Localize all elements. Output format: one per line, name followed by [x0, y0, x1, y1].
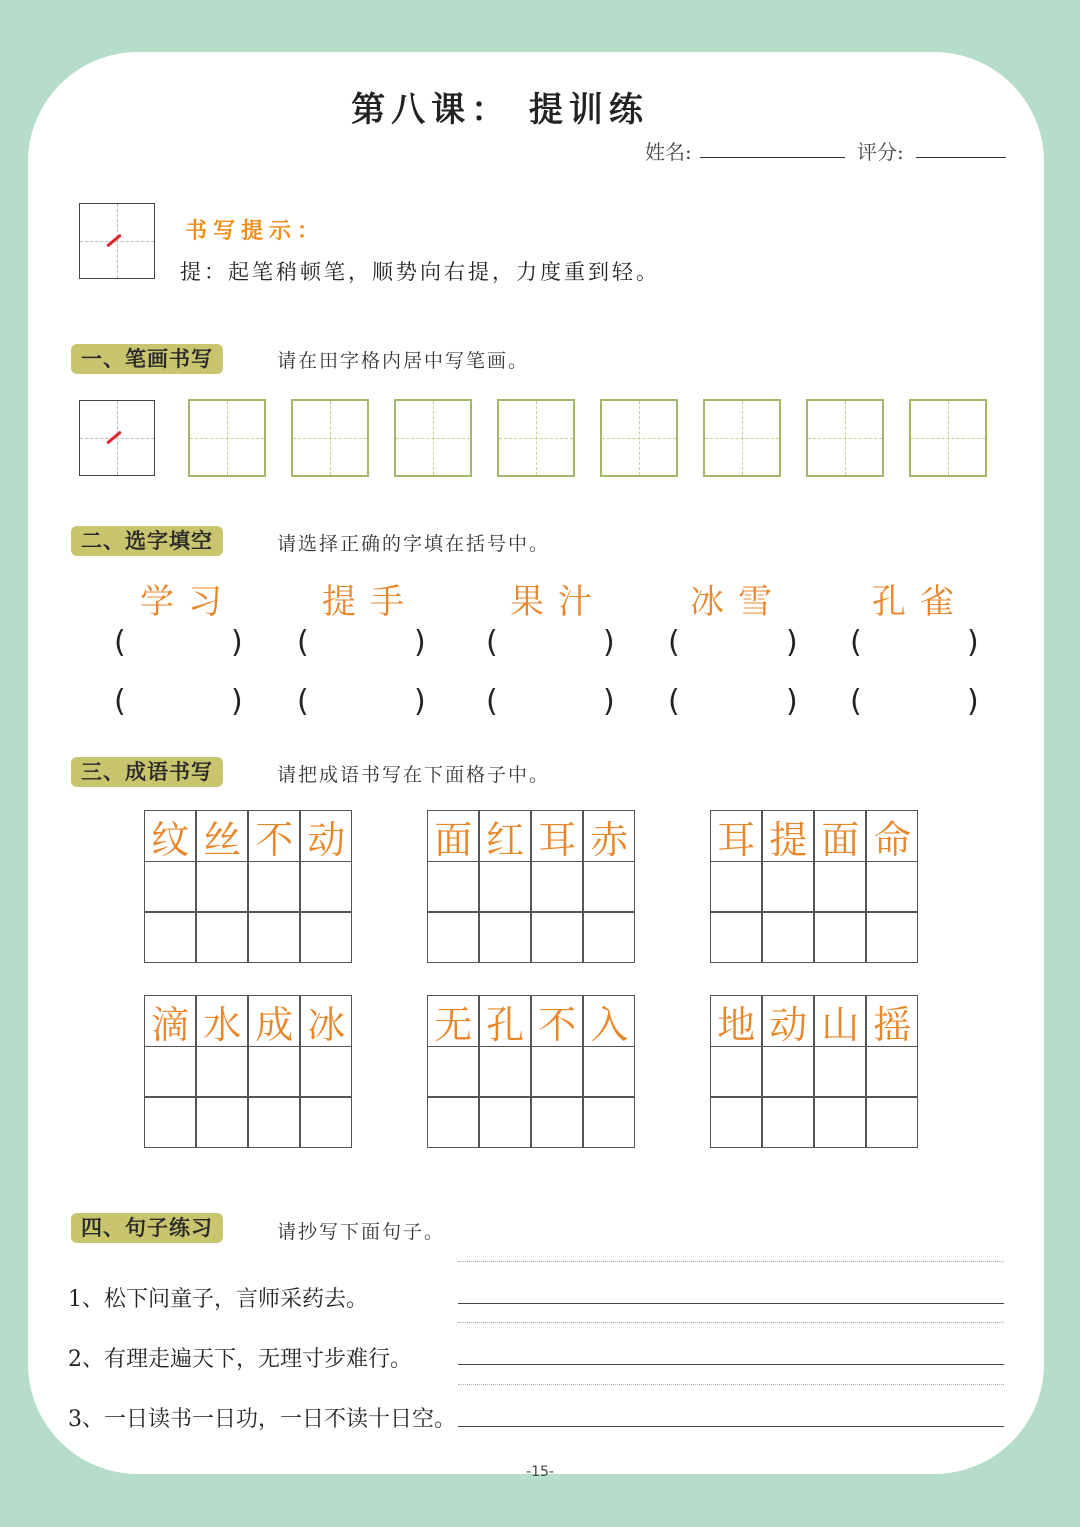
- writing-cell[interactable]: [866, 1046, 918, 1098]
- writing-cell[interactable]: [300, 1046, 352, 1098]
- idiom-char: 命: [866, 810, 918, 862]
- writing-cell[interactable]: [531, 1046, 583, 1098]
- idiom-char: 纹: [144, 810, 196, 862]
- writing-cell[interactable]: [427, 1096, 479, 1148]
- writing-cell[interactable]: [866, 1096, 918, 1148]
- paren-open: (: [486, 625, 498, 660]
- idiom-char: 耳: [531, 810, 583, 862]
- idiom-char: 不: [248, 810, 300, 862]
- writing-cell[interactable]: [300, 911, 352, 963]
- section-1-label: 一、笔画书写: [71, 344, 223, 374]
- writing-cell[interactable]: [144, 1046, 196, 1098]
- guide-dotted-line: [458, 1322, 1004, 1323]
- writing-cell[interactable]: [814, 911, 866, 963]
- section-4-instruction: 请抄写下面句子。: [277, 1221, 446, 1243]
- writing-cell[interactable]: [531, 861, 583, 913]
- paren-close: ): [414, 625, 426, 660]
- section-1-instruction: 请在田字格内居中写笔画。: [277, 350, 530, 372]
- writing-cell[interactable]: [479, 1046, 531, 1098]
- idiom-char: 动: [762, 995, 814, 1047]
- paren-close: ): [967, 625, 979, 660]
- guide-dotted-line: [458, 1261, 1004, 1262]
- writing-cell[interactable]: [196, 861, 248, 913]
- word-pair: 孔雀: [872, 582, 968, 622]
- idiom-char: 滴: [144, 995, 196, 1047]
- section-4-label: 四、句子练习: [71, 1213, 223, 1243]
- idiom-char: 赤: [583, 810, 635, 862]
- idiom-char: 面: [814, 810, 866, 862]
- idiom-char: 入: [583, 995, 635, 1047]
- writing-cell[interactable]: [427, 1046, 479, 1098]
- sentence-1: 1、松下问童子，言师采药去。: [68, 1287, 368, 1312]
- idiom-grid: [711, 996, 919, 1148]
- paren-close: ): [231, 625, 243, 660]
- section-3-label: 三、成语书写: [71, 757, 223, 787]
- paren-close: ): [603, 684, 615, 719]
- writing-cell[interactable]: [583, 911, 635, 963]
- sentence-2: 2、有理走遍天下，无理寸步难行。: [68, 1347, 412, 1372]
- writing-cell[interactable]: [531, 1096, 583, 1148]
- idiom-grid: [428, 996, 636, 1148]
- writing-cell[interactable]: [866, 861, 918, 913]
- page-title: 第八课： 提训练: [351, 90, 649, 130]
- tip-body: 提：起笔稍顿笔，顺势向右提，力度重到轻。: [180, 260, 660, 284]
- writing-cell[interactable]: [814, 1046, 866, 1098]
- writing-cell[interactable]: [814, 861, 866, 913]
- idiom-char: 地: [710, 995, 762, 1047]
- writing-cell[interactable]: [866, 911, 918, 963]
- paren-close: ): [967, 684, 979, 719]
- idiom-char: 无: [427, 995, 479, 1047]
- idiom-char: 红: [479, 810, 531, 862]
- practice-grid-box[interactable]: [394, 399, 472, 477]
- writing-cell[interactable]: [144, 861, 196, 913]
- name-label: 姓名:: [645, 140, 692, 164]
- writing-cell[interactable]: [427, 861, 479, 913]
- paren-close: ): [786, 684, 798, 719]
- name-field[interactable]: [700, 157, 845, 158]
- score-field[interactable]: [916, 157, 1006, 158]
- page-number: -15-: [526, 1464, 554, 1480]
- idiom-char: 摇: [866, 995, 918, 1047]
- writing-cell[interactable]: [196, 911, 248, 963]
- writing-cell[interactable]: [144, 911, 196, 963]
- writing-cell[interactable]: [531, 911, 583, 963]
- sentence-3: 3、一日读书一日功，一日不读十日空。: [68, 1407, 456, 1432]
- writing-cell[interactable]: [762, 1096, 814, 1148]
- idiom-char: 面: [427, 810, 479, 862]
- idiom-char: 丝: [196, 810, 248, 862]
- practice-grid-box[interactable]: [806, 399, 884, 477]
- writing-cell[interactable]: [583, 1096, 635, 1148]
- idiom-char: 提: [762, 810, 814, 862]
- writing-cell[interactable]: [144, 1096, 196, 1148]
- writing-cell[interactable]: [427, 911, 479, 963]
- paren-open: (: [850, 684, 862, 719]
- writing-cell[interactable]: [710, 1046, 762, 1098]
- section-2-label: 二、选字填空: [71, 526, 223, 556]
- paren-open: (: [297, 625, 309, 660]
- paren-close: ): [786, 625, 798, 660]
- writing-cell[interactable]: [248, 1046, 300, 1098]
- writing-cell[interactable]: [762, 861, 814, 913]
- paren-open: (: [297, 684, 309, 719]
- example-stroke-box: [79, 203, 155, 279]
- word-pair: 提手: [322, 582, 418, 622]
- writing-cell[interactable]: [814, 1096, 866, 1148]
- writing-cell[interactable]: [583, 1046, 635, 1098]
- idiom-char: 不: [531, 995, 583, 1047]
- guide-dotted-line: [458, 1384, 1004, 1385]
- practice-grid-box[interactable]: [600, 399, 678, 477]
- paren-close: ): [603, 625, 615, 660]
- idiom-char: 水: [196, 995, 248, 1047]
- idiom-char: 耳: [710, 810, 762, 862]
- idiom-char: 动: [300, 810, 352, 862]
- writing-cell[interactable]: [196, 1096, 248, 1148]
- writing-cell[interactable]: [710, 911, 762, 963]
- writing-cell[interactable]: [479, 1096, 531, 1148]
- practice-grid-box[interactable]: [703, 399, 781, 477]
- example-stroke-box: [79, 400, 155, 476]
- section-2-instruction: 请选择正确的字填在括号中。: [277, 533, 551, 555]
- tip-heading: 书写提示：: [185, 219, 326, 244]
- writing-cell[interactable]: [583, 861, 635, 913]
- paren-open: (: [114, 684, 126, 719]
- writing-cell[interactable]: [196, 1046, 248, 1098]
- idiom-char: 孔: [479, 995, 531, 1047]
- idiom-grid: [428, 811, 636, 963]
- idiom-grid: [145, 996, 353, 1148]
- paren-close: ): [414, 684, 426, 719]
- idiom-grid: [145, 811, 353, 963]
- idiom-char: 冰: [300, 995, 352, 1047]
- score-label: 评分:: [857, 140, 904, 164]
- practice-grid-box[interactable]: [291, 399, 369, 477]
- practice-grid-box[interactable]: [497, 399, 575, 477]
- writing-cell[interactable]: [479, 911, 531, 963]
- paren-open: (: [114, 625, 126, 660]
- writing-cell[interactable]: [710, 861, 762, 913]
- idiom-grid: [711, 811, 919, 963]
- paren-open: (: [486, 684, 498, 719]
- paren-open: (: [850, 625, 862, 660]
- word-pair: 冰雪: [690, 582, 786, 622]
- writing-line[interactable]: [458, 1364, 1004, 1365]
- writing-cell[interactable]: [762, 1046, 814, 1098]
- idiom-char: 成: [248, 995, 300, 1047]
- writing-cell[interactable]: [479, 861, 531, 913]
- writing-line[interactable]: [458, 1426, 1004, 1427]
- paren-open: (: [668, 684, 680, 719]
- practice-grid-box[interactable]: [909, 399, 987, 477]
- practice-grid-box[interactable]: [188, 399, 266, 477]
- writing-cell[interactable]: [248, 861, 300, 913]
- writing-cell[interactable]: [762, 911, 814, 963]
- word-pair: 学习: [140, 582, 236, 622]
- writing-line[interactable]: [458, 1303, 1004, 1304]
- word-pair: 果汁: [510, 582, 606, 622]
- section-3-instruction: 请把成语书写在下面格子中。: [277, 764, 551, 786]
- writing-cell[interactable]: [248, 1096, 300, 1148]
- idiom-char: 山: [814, 995, 866, 1047]
- paren-open: (: [668, 625, 680, 660]
- writing-cell[interactable]: [300, 861, 352, 913]
- paren-close: ): [231, 684, 243, 719]
- writing-cell[interactable]: [248, 911, 300, 963]
- writing-cell[interactable]: [710, 1096, 762, 1148]
- writing-cell[interactable]: [300, 1096, 352, 1148]
